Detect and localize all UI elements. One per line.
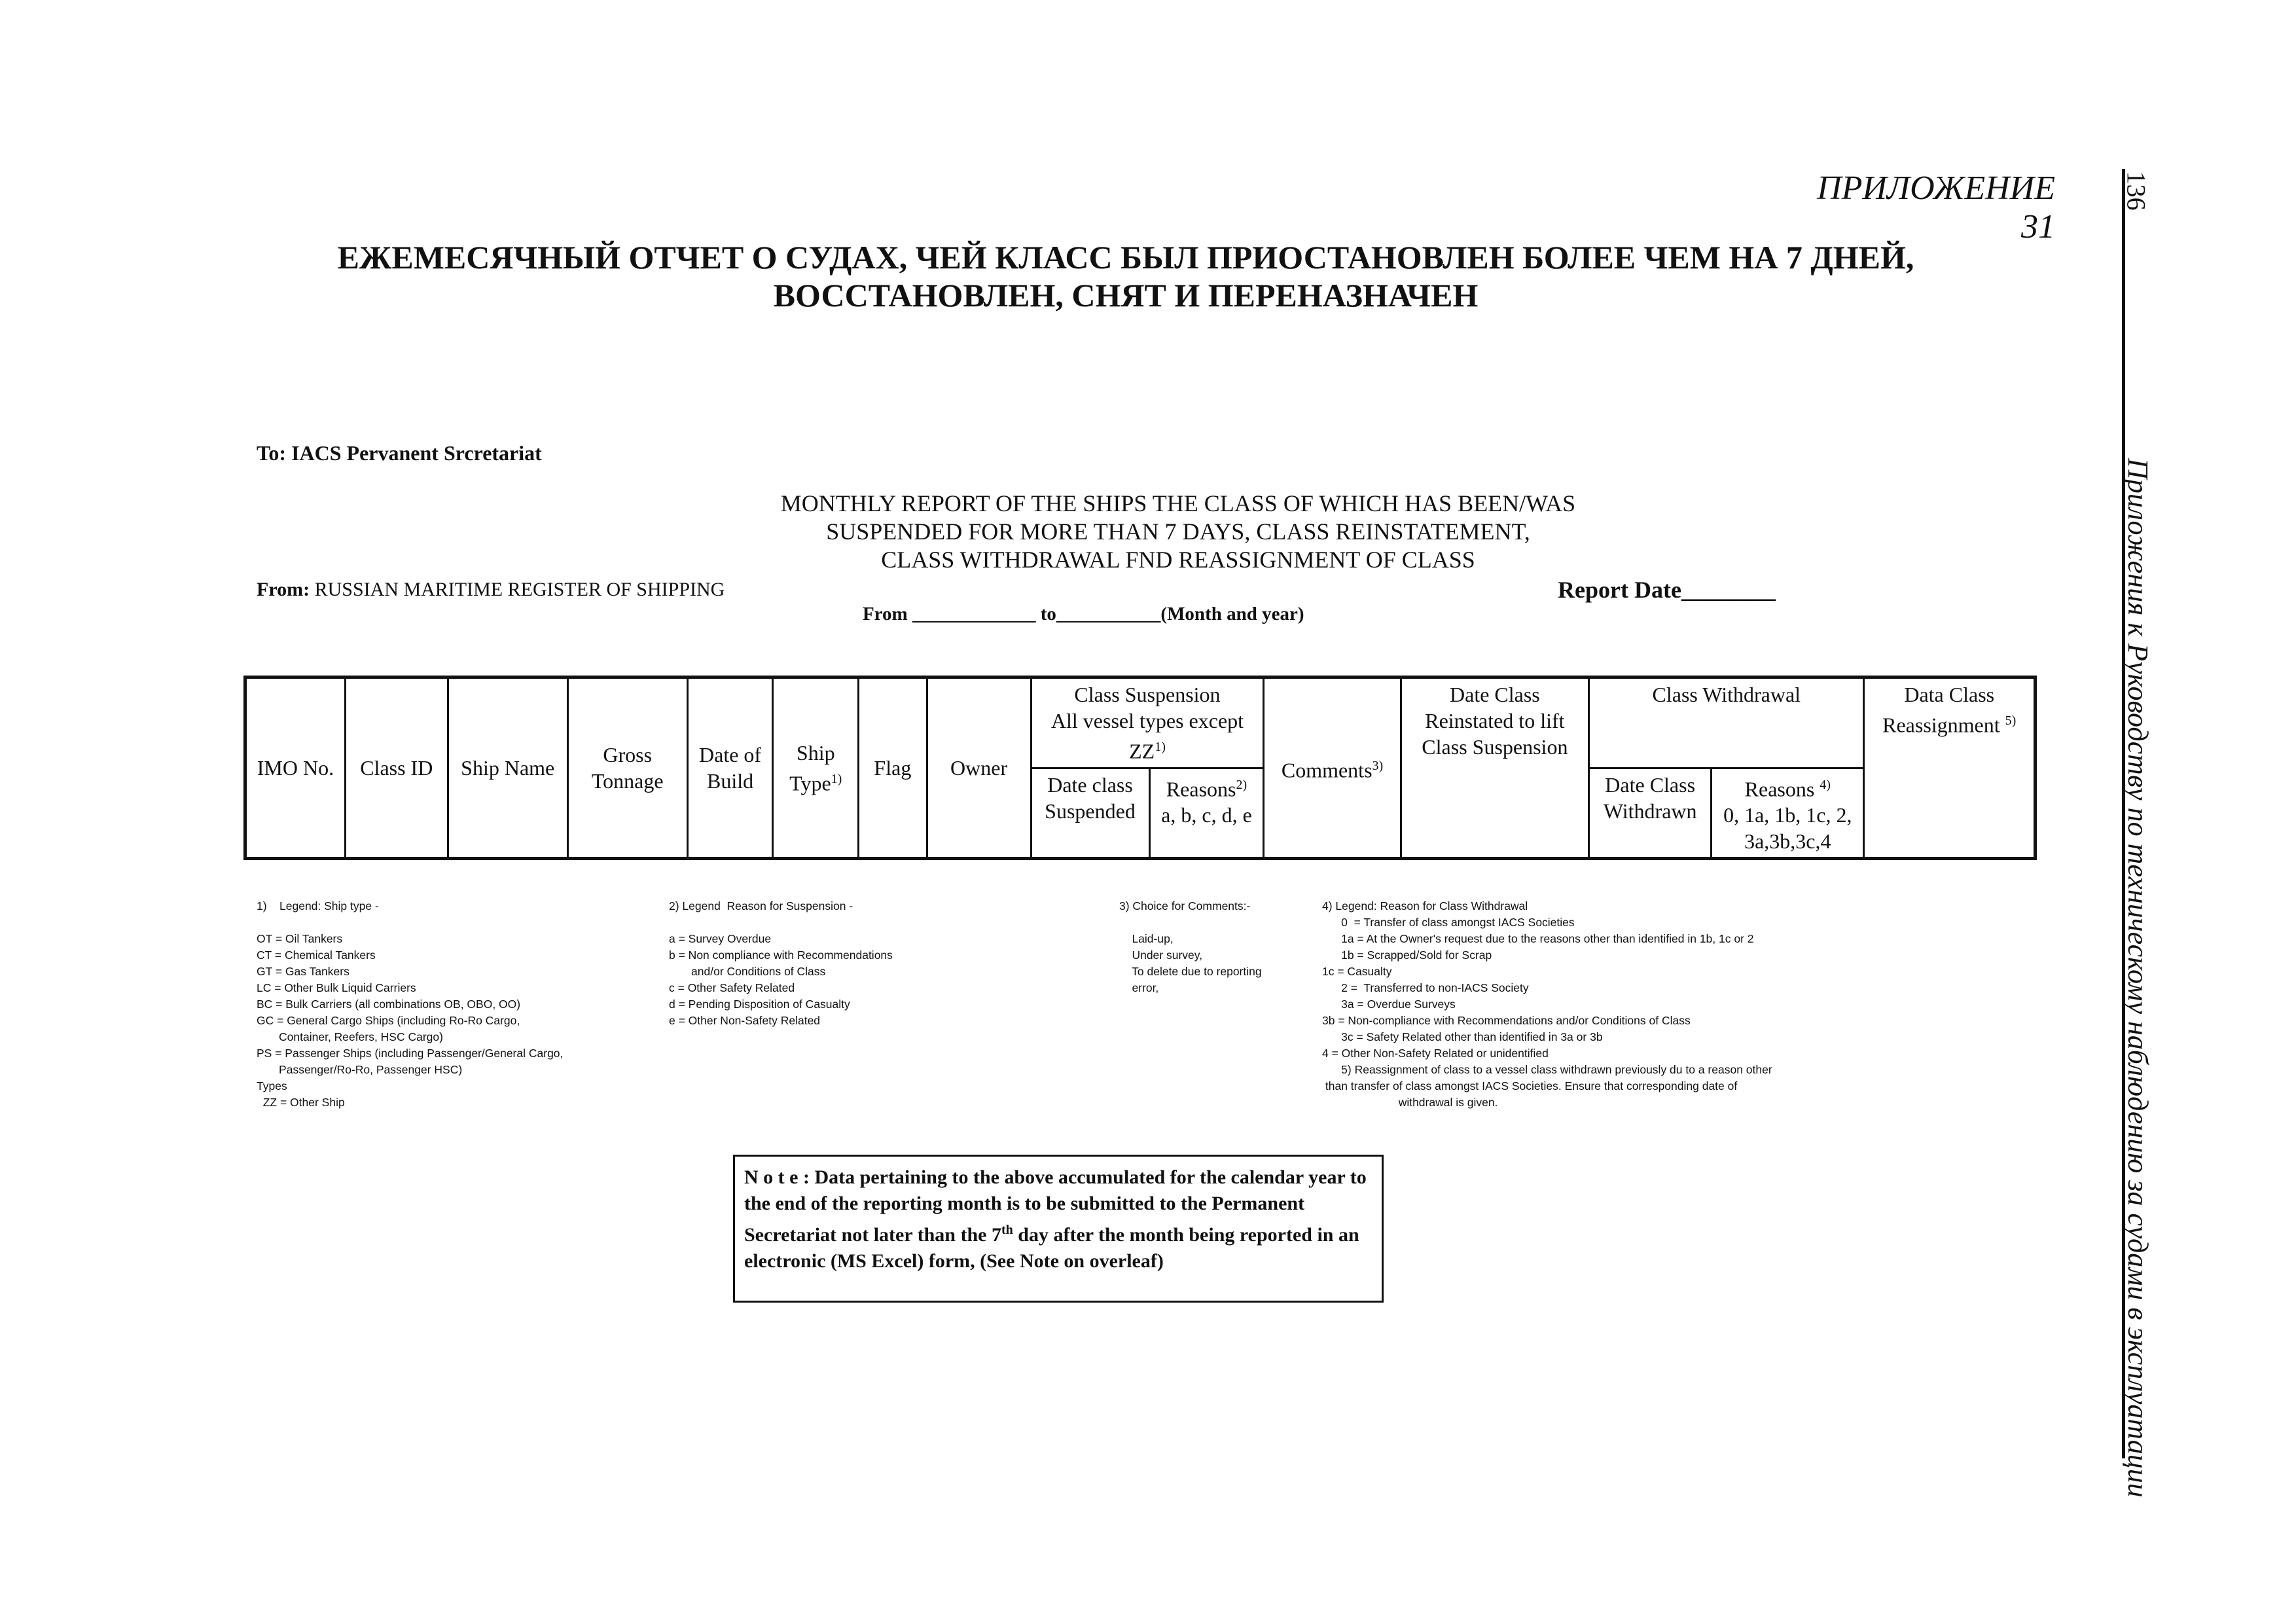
to-line: To: IACS Pervanent Srcretariat: [257, 441, 542, 465]
col-class-suspension: [1031, 677, 1264, 768]
col-ship-type: [773, 677, 859, 859]
period-to-blank[interactable]: ___________: [1056, 604, 1161, 624]
report-date[interactable]: Report Date________: [1558, 577, 1776, 603]
col-reinstated: [1401, 677, 1589, 859]
reinstated-line1: Date Class: [1450, 683, 1540, 706]
date-susp-line1: Date class: [1047, 772, 1133, 797]
title-ru-line1: ЕЖЕМЕСЯЧНЫЙ ОТЧЕТ О СУДАХ, ЧЕЙ КЛАСС БЫЛ ПРИОСТАНОВЛЕН БОЛЕЕ ЧЕМ НА 7 ДНЕЙ,: [337, 239, 1914, 276]
class-susp-line3: ZZ: [1129, 739, 1155, 763]
col-reassignment: [1864, 677, 2036, 859]
note-label: N o t e :: [744, 1166, 810, 1188]
col-comments: [1264, 677, 1401, 859]
appendix-label: ПРИЛОЖЕНИЕ 31: [1817, 170, 2055, 245]
title-ru: [275, 238, 1977, 314]
col-reasons-withdrawal: [1712, 768, 1864, 859]
side-caption: Приложения к Руководству по техническому наблюдению за судами в эксплуатации: [2122, 458, 2154, 1498]
ship-type-footnote: 1): [831, 771, 842, 786]
report-table: [243, 676, 2037, 860]
col-owner: Owner: [927, 677, 1031, 859]
ship-type-line2: Type: [789, 771, 831, 795]
col-date-build: [687, 677, 773, 859]
note-box: [733, 1155, 1384, 1303]
report-title-line2: SUSPENDED FOR MORE THAN 7 DAYS, CLASS REINSTATEMENT,: [826, 518, 1530, 545]
col-date-withdrawn: [1589, 768, 1712, 859]
comments-label: Comments: [1281, 758, 1372, 782]
date-build-line1: Date of: [699, 743, 762, 767]
legend-suspension-reasons: 2) Legend Reason for Suspension - a = Survey Overdue b = Non compliance with Recommendations and/or Conditions of Class c = Other Safety Related d = Pending Disposition of Casualty e = Other Non-Safety Related: [669, 899, 893, 1027]
reasons-susp-footnote: 2): [1236, 777, 1247, 792]
date-build-line2: Build: [706, 769, 754, 793]
legend-comments: 3) Choice for Comments:- Laid-up, Under survey, To delete due to reporting error,: [1119, 899, 1262, 994]
gross-line2: Tonnage: [591, 769, 664, 793]
col-gross-tonnage: [567, 677, 687, 859]
from-label: From:: [257, 579, 310, 600]
report-title: [655, 490, 1702, 574]
date-withdrawn-line1: Date Class: [1605, 772, 1696, 797]
reinstated-line3: Class Suspension: [1422, 735, 1568, 759]
comments-footnote: 3): [1372, 758, 1384, 773]
legend-ship-type: 1) Legend: Ship type - OT = Oil Tankers CT = Chemical Tankers GT = Gas Tankers LC = Other Bulk Liquid Carriers BC = Bulk Carriers (all combinations OB, OBO, OO) GC = General Cargo Ships (including Ro-Ro Cargo, Container, Reefers, HSC Cargo) PS = Passenger Ships (including Passenger/General Cargo, Passenger/Ro-Ro, Passenger HSC) Types ZZ = Other Ship: [257, 899, 564, 1109]
side-caption-wrap: [2122, 458, 2174, 1498]
title-ru-line2: ВОССТАНОВЛЕН, СНЯТ И ПЕРЕНАЗНАЧЕН: [773, 277, 1479, 314]
reasons-susp-line2: a, b, c, d, e: [1161, 803, 1252, 827]
class-susp-line2: All vessel types except: [1050, 709, 1244, 732]
note-text-2: day after the month being reported in an electronic (MS Excel) form, (See Note on overleaf): [744, 1224, 1359, 1272]
period-to-label: to: [1040, 604, 1056, 624]
col-class-id: Class ID: [345, 677, 448, 859]
col-ship-name: Ship Name: [448, 677, 567, 859]
report-title-line3: CLASS WITHDRAWAL FND REASSIGNMENT OF CLASS: [881, 547, 1475, 573]
from-value: RUSSIAN MARITIME REGISTER OF SHIPPING: [314, 579, 725, 600]
period-from-blank[interactable]: _____________: [912, 604, 1036, 624]
period-from-label: From: [863, 604, 908, 624]
date-withdrawn-line2: Withdrawn: [1603, 799, 1697, 823]
from-line: [257, 579, 725, 601]
report-period: [863, 604, 1304, 625]
legend-withdrawal-reasons: 4) Legend: Reason for Class Withdrawal 0 = Transfer of class amongst IACS Societies 1a = At the Owner's request due to the reasons other than identified in 1b, 1c or 2 1b = Scrapped/Sold for Scrap 1c = Casualty 2 = Transferred to non-IACS Society 3a = Overdue Surveys 3b = Non-compliance with Recommendations and/or Conditions of Class 3c = Safety Related other than identified in 3a or 3b 4 = Other Non-Safety Related or unidentified 5) Reassignment of class to a vessel class withdrawn previously du to a reason other than transfer of class amongst IACS Societies. Ensure that corresponding date of withdrawal is given.: [1322, 899, 1772, 1109]
col-imo: IMO No.: [245, 677, 346, 859]
report-title-line1: MONTHLY REPORT OF THE SHIPS THE CLASS OF WHICH HAS BEEN/WAS: [780, 490, 1576, 516]
reassign-footnote: 5): [2005, 713, 2017, 728]
reinstated-line2: Reinstated to lift: [1425, 709, 1565, 732]
class-susp-line1: Class Suspension: [1074, 683, 1221, 706]
date-susp-line2: Suspended: [1045, 799, 1136, 823]
page-number-text: 136: [2121, 171, 2151, 211]
col-class-withdrawal: Class Withdrawal: [1589, 677, 1864, 768]
reasons-susp-line1: Reasons: [1166, 777, 1236, 801]
period-hint: (Month and year): [1160, 604, 1304, 624]
col-date-suspended: [1031, 768, 1149, 859]
page-number: [2115, 165, 2157, 217]
note-text-1: Data pertaining to the above accumulated for the calendar year to the end of the reporting month is to be submitted to the Permanent Secretariat not later than the 7: [744, 1166, 1367, 1246]
reasons-wd-line3: 3a,3b,3c,4: [1744, 829, 1831, 854]
reassign-line1: Data Class: [1904, 683, 1995, 706]
gross-line1: Gross: [603, 743, 653, 767]
ship-type-line1: Ship: [796, 740, 835, 765]
note-sup: th: [1001, 1223, 1013, 1237]
reasons-wd-line2: 0, 1a, 1b, 1c, 2,: [1723, 803, 1852, 827]
col-reasons-suspension: [1149, 768, 1264, 859]
reasons-wd-footnote: 4): [1820, 777, 1831, 792]
reassign-line2: Reassignment: [1882, 713, 2000, 737]
reasons-wd-line1: Reasons: [1744, 777, 1815, 801]
col-flag: Flag: [859, 677, 927, 859]
class-susp-footnote: 1): [1155, 740, 1166, 754]
